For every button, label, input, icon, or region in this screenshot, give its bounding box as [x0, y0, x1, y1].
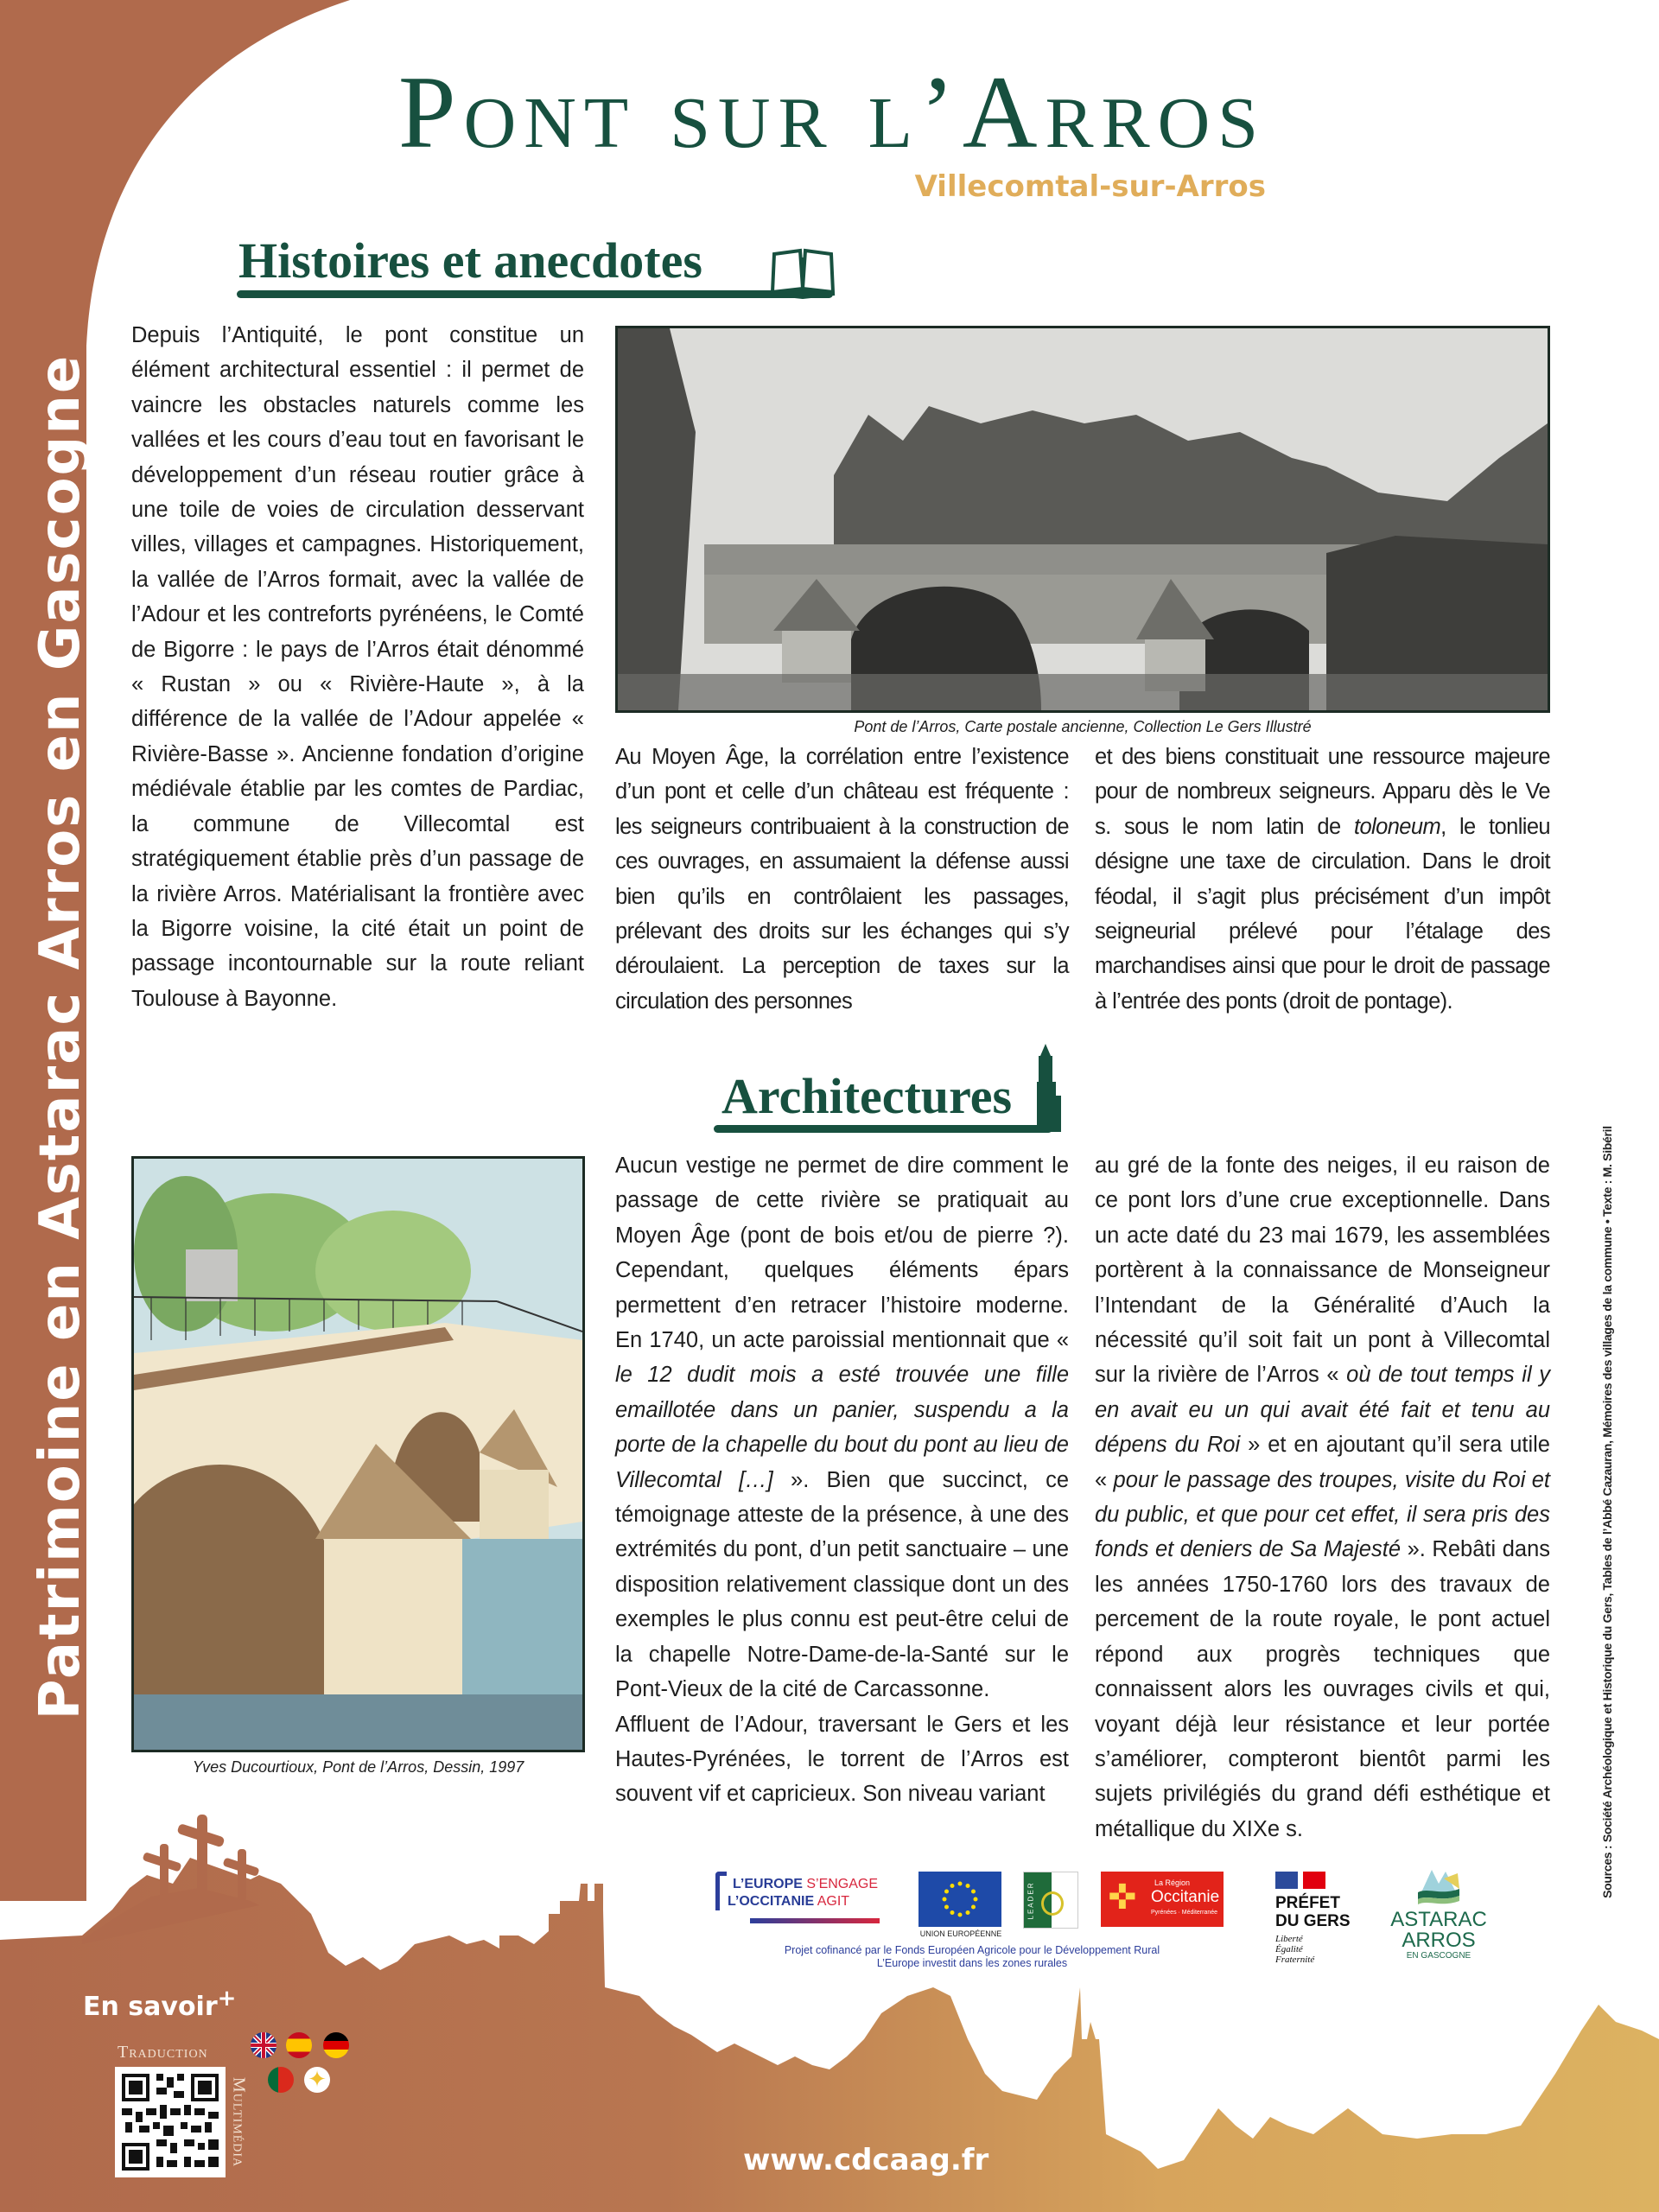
- logo-text: L’OCCITANIE: [728, 1894, 815, 1909]
- paragraph: Affluent de l’Adour, traversant le Gers et les Hautes-Pyrénées, le torrent de l’Arros est souvent vif et capricieux. Son niveau variant: [615, 1712, 1069, 1807]
- en-savoir-text: En savoir: [83, 1992, 218, 2022]
- history-column-3: [1095, 740, 1550, 1019]
- section-heading-history: Histoires et anecdotes: [238, 232, 702, 289]
- astarac-arros-logo: [1382, 1866, 1495, 1970]
- text-run: Aucun vestige ne permet de dire comment le passage de cette rivière se pratiquait au Moyen Âge (pont de bois et/ou de pierre ?). Cependant, quelques éléments épars permettent d’en retracer l’histoire moderne. En 1740, un acte paroissial mentionnait que «: [615, 1154, 1069, 1353]
- logo-text: L’EUROPE: [733, 1877, 803, 1891]
- motto-line: Liberté: [1275, 1934, 1303, 1944]
- region-small: La Région: [1154, 1878, 1191, 1887]
- astarac-line: ASTARAC: [1390, 1908, 1487, 1931]
- page-title: Pont sur l’Arros: [397, 54, 1266, 169]
- photo-old-postcard: [615, 326, 1550, 713]
- europe-occitanie-logo: [715, 1872, 897, 1925]
- bridge-photo-illustration: [618, 328, 1548, 710]
- occitan-cross-icon[interactable]: ✦: [304, 2067, 330, 2093]
- motto-line: Égalité: [1275, 1944, 1303, 1955]
- bridge-drawing-illustration: [134, 1159, 582, 1750]
- qr-code[interactable]: [115, 2067, 226, 2177]
- paragraph: Depuis l’Antiquité, le pont constitue un élément architectural essentiel : il permet de vaincre les obstacles naturels comme les vallées et les cours d’eau tout en favorisant le développement d’un réseau routier grâce à une toile de voies de circulation desservant villes, villages et campagnes. Historiquement, la vallée de l’Arros formait, avec la vallée de l’Adour et les contreforts pyrénéens, le Comté de Bigorre : le pays de l’Arros était dénommé « Rustan » ou « Rivière-Haute », à la différence de la vallée de l’Adour appelée « Rivière-Basse ». Ancienne fondation d’origine médiévale établie par les comtes de Pardiac, la commune de Villecomtal est stratégiquement établie près d’un passage de la rivière Arros. Matérialisant la frontière avec la Bigorre voisine, la cité était un point de passage incontournable sur la route reliant Toulouse à Bayonne.: [131, 323, 584, 1011]
- traduction-label: Traduction: [118, 2043, 208, 2062]
- marianne-flag-icon: [1275, 1872, 1325, 1889]
- funding-statement: [717, 1944, 1227, 1970]
- paragraph: [615, 1148, 1069, 1707]
- prefet-line: DU GERS: [1275, 1912, 1351, 1930]
- prefet-gers-logo: [1275, 1872, 1370, 1975]
- logo-text: AGIT: [814, 1894, 850, 1909]
- text-run: ». Rebâti dans les années 1750-1760 lors des travaux de percement de la route royale, le pont actuel répond aux progrès techniques que connaissent alors les ouvrages civils et qui, voyant déjà leur résistance et leur portée s’améliorer, compteront bientôt parmi les sujets privilégiés du grand défi esthétique et métallique du XIXe s.: [1095, 1537, 1550, 1841]
- text-run: et des biens constituait une ressource majeure pour de nombreux seigneurs. Apparu dès le Ve s. sous le nom latin de: [1095, 745, 1550, 839]
- german-flag-icon[interactable]: [323, 2032, 349, 2058]
- drawing-bridge: [131, 1156, 585, 1752]
- eu-stars-icon: [918, 1872, 1001, 1927]
- page-subtitle: Villecomtal-sur-Arros: [914, 169, 1266, 204]
- occitan-cross-icon: ✜: [1108, 1878, 1137, 1917]
- prefet-line: PRÉFET: [1275, 1894, 1340, 1912]
- text-run: » et en ajoutant qu’il sera utile «: [1095, 1433, 1550, 1492]
- side-banner-title: Patrimoine en Astarac Arros en Gascogne: [29, 353, 92, 1720]
- plus-icon: +: [217, 1986, 237, 2012]
- sources-credits: Sources : Société Archéologique et Historique du Gers, Tables de l’Abbé Cazauran, Mémoires des villages de la commune • Texte : M. Sibéril: [1600, 1126, 1614, 1898]
- eu-label: UNION EUROPÉENNE: [919, 1929, 1002, 1938]
- section-underline: [237, 290, 833, 298]
- qr-code-icon: [115, 2067, 226, 2177]
- english-flag-icon[interactable]: [251, 2032, 276, 2058]
- logo-swoosh: [750, 1918, 880, 1923]
- quotation: pour le passage des troupes, visite du Roi et du public, et que pour cet effet, il sera pris des fonds et deniers de Sa Majesté: [1095, 1467, 1550, 1562]
- architecture-column-1: [615, 1148, 1069, 1812]
- text-run: , le tonlieu désigne une taxe de circulation. Dans le droit féodal, il s’agit plus précisément d’un impôt seigneurial prélevé pour l’étalage des marchandises ainsi que pour le droit de passage à l’entrée des ponts (droit de pontage).: [1095, 814, 1550, 1014]
- photo-caption: Pont de l’Arros, Carte postale ancienne, Collection Le Gers Illustré: [854, 718, 1312, 735]
- republic-motto: [1275, 1934, 1314, 1965]
- en-savoir-plus-label: [83, 1986, 236, 2022]
- eu-flag-logo: [918, 1872, 1001, 1927]
- paragraph: Au Moyen Âge, la corrélation entre l’existence d’un pont et celle d’un château est fréquente : les seigneurs contribuaient à la construction de ces ouvrages, en assumaient la défense aussi bien qu’ils en contrôlaient les passages, prélevant des droits sur les échanges qui s’y déroulaient. La perception de taxes sur la circulation des personnes: [615, 745, 1069, 1014]
- portuguese-flag-icon[interactable]: [268, 2067, 294, 2093]
- astarac-line: EN GASCOGNE: [1406, 1951, 1471, 1961]
- logo-bracket: [715, 1872, 727, 1910]
- section-underline: [714, 1125, 1052, 1133]
- astarac-line: ARROS: [1402, 1929, 1476, 1952]
- drawing-caption: Yves Ducourtioux, Pont de l’Arros, Dessin, 1997: [192, 1758, 524, 1776]
- tower-icon: [1030, 1044, 1061, 1132]
- logo-line-1: [733, 1877, 878, 1892]
- paragraph: [1095, 740, 1550, 1019]
- quotation: où de tout temps il y en avait eu un qui avait été fait et tenu au dépens du Roi: [1095, 1363, 1550, 1458]
- leader-leaf-icon: [1041, 1891, 1064, 1916]
- logo-text: S’ENGAGE: [802, 1877, 879, 1891]
- section-heading-architecture: Architectures: [721, 1068, 1013, 1124]
- prefet-title: [1275, 1894, 1351, 1930]
- logo-line-2: [728, 1894, 849, 1910]
- website-link[interactable]: www.cdcaag.fr: [743, 2143, 989, 2177]
- multimedia-label: Multimédia: [229, 2076, 249, 2168]
- leader-label: LEADER: [1027, 1881, 1035, 1920]
- region-sub: Pyrénées · Méditerranée: [1151, 1910, 1218, 1916]
- motto-line: Fraternité: [1275, 1955, 1315, 1965]
- latin-term: toloneum: [1353, 814, 1441, 839]
- spanish-flag-icon[interactable]: [286, 2032, 312, 2058]
- region-name: Occitanie: [1151, 1888, 1220, 1906]
- funding-line: Projet cofinancé par le Fonds Européen Agricole pour le Développement Rural: [784, 1944, 1160, 1956]
- text-run: au gré de la fonte des neiges, il eu raison de ce pont lors d’une crue exceptionnelle. Dans un acte daté du 23 mai 1679, les assemblées portèrent à la connaissance de Monseigneur l’Intendant de la Généralité d’Auch la nécessité qu’il soit fait un pont à Villecomtal sur la rivière de l’Arros «: [1095, 1154, 1550, 1388]
- astarac-mountain-icon: [1413, 1866, 1465, 1906]
- text-run: ». Bien que succinct, ce témoignage atteste de la présence, à une des extrémités du pont, d’un petit sanctuaire – une disposition relativement classique dont un des exemples le plus connu est peut-être celui de la chapelle Notre-Dame-de-la-Santé sur le Pont-Vieux de la cité de Carcassonne.: [615, 1467, 1070, 1702]
- history-column-1: [131, 318, 584, 1016]
- open-book-icon: [769, 245, 836, 299]
- region-occitanie-logo: [1101, 1872, 1224, 1927]
- paragraph: [1095, 1148, 1550, 1847]
- history-column-2: [615, 740, 1069, 1019]
- architecture-column-2: [1095, 1148, 1550, 1847]
- leader-logo: [1023, 1872, 1078, 1929]
- quotation: le 12 dudit mois a esté trouvée une fille emaillotée dans un panier, suspendu a la porte de la chapelle du bout du pont au lieu de Villecomtal […]: [615, 1363, 1069, 1492]
- funding-line: L’Europe investit dans les zones rurales: [876, 1957, 1068, 1969]
